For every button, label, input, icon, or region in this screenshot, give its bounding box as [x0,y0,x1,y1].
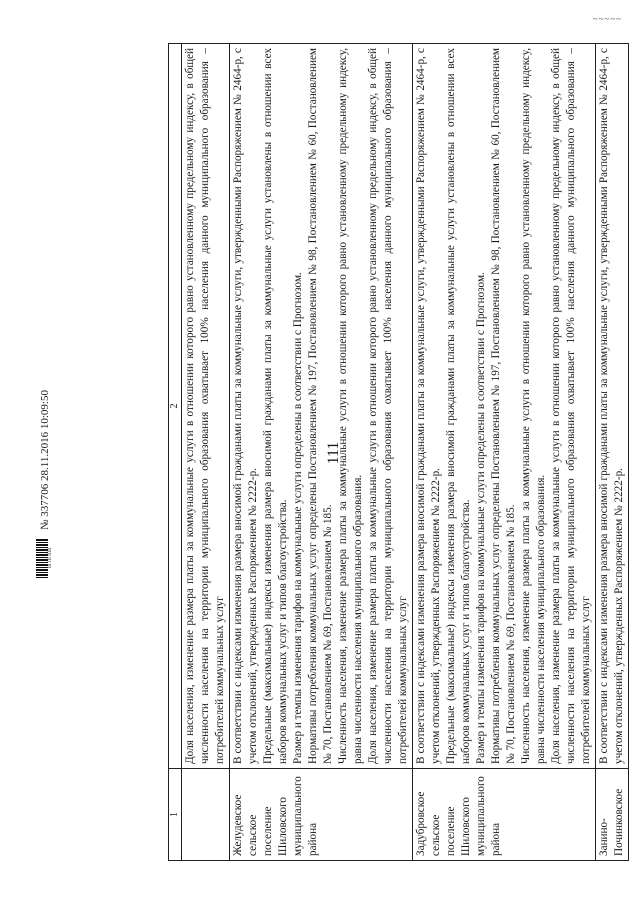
header-col-1: 1 [169,769,182,861]
header-col-2: 2 [169,44,182,769]
service-paragraph: Численность населения, изменение размера платы за коммунальные услуги в отношении которого равно установленному предельному индексу, равна численности населения муниципального образования. [520,48,547,764]
table-body [182,44,629,861]
service-paragraph: Численность населения, изменение размера платы за коммунальные услуги в отношении которого равно установленному предельному индексу, равна численности населения муниципального образования. [337,48,364,764]
service-paragraph: Доля населения, изменение размера платы за коммунальные услуги в отношении которого равно установленному предельному индексу, в общей численности населения на территории муниципального образования охватывает 100% населения данного муниципального образования – потребителей коммунальных услуг [184,48,226,764]
service-paragraph: Предельные (максимальные) индексы изменения размера вносимой гражданами платы за коммунальные услуги установлены в отношении всех наборов коммунальных услуг и типов благоустройства. [262,48,289,764]
page-number: 111 [325,441,342,465]
corner-mark: ~~~~~ [592,14,622,24]
service-paragraph: Доля населения, изменение размера платы за коммунальные услуги в отношении которого равно установленному предельному индексу, в общей численности населения на территории муниципального образования охватывает 100% населения данного муниципального образования – потребителей коммунальных услуг [550,48,592,764]
service-paragraph: Нормативы потребления коммунальных услуг определены Постановлением № 197, Постановлением № 98, Постановлением № 60, Постановлением № 70, Постановлением № 69, Постановлением № 185. [490,48,517,764]
barcode-text: III III IIIII [48,547,53,569]
service-description-cell [596,44,629,769]
table-row [596,44,629,861]
service-paragraph: В соответствии с индексами изменения размера вносимой гражданами платы за коммунальные услуги, утвержденными Распоряжением № 2464-р, с учетом отклонений, утвержденных Распоряжением № 2222-р. [598,48,625,764]
service-paragraph: В соответствии с индексами изменения размера вносимой гражданами платы за коммунальные услуги, утвержденными Распоряжением № 2464-р, с учетом отклонений, утвержденных Распоряжением № 2222-р. [415,48,442,764]
service-paragraph: Размер и темпы изменения тарифов на коммунальные услуги определены в соответствии с Прогнозом. [475,272,487,764]
tariff-table [168,43,629,861]
stamp-caption: № 337706 28.11.2016 10:09:50 [38,390,51,530]
rotated-table-frame [168,43,625,861]
municipality-cell: Задубровское сельское поселение Шиловского муниципального района [413,769,596,861]
service-description-cell [230,44,413,769]
service-paragraph: Нормативы потребления коммунальных услуг определены Постановлением № 197, Постановлением № 98, Постановлением № 60, Постановлением № 70, Постановлением № 69, Постановлением № 185. [307,48,334,764]
barcode-lines [36,538,48,578]
table-header-row [169,44,182,861]
barcode-icon [36,538,53,578]
service-description-cell [413,44,596,769]
municipality-cell: Занино-Починковское [596,769,629,861]
service-paragraph: В соответствии с индексами изменения размера вносимой гражданами платы за коммунальные услуги, утвержденными Распоряжением № 2464-р, с учетом отклонений, утвержденных Распоряжением № 2222-р. [232,48,259,764]
service-paragraph: Предельные (максимальные) индексы изменения размера вносимой гражданами платы за коммунальные услуги установлены в отношении всех наборов коммунальных услуг и типов благоустройства. [445,48,472,764]
table-row [230,44,413,861]
table-row [182,44,230,861]
registration-stamp [36,390,53,578]
municipality-cell [182,769,230,861]
table-row [413,44,596,861]
service-paragraph: Размер и темпы изменения тарифов на коммунальные услуги определены в соответствии с Прогнозом. [292,272,304,764]
municipality-cell: Желудевское сельское поселение Шиловского муниципального района [230,769,413,861]
service-paragraph: Доля населения, изменение размера платы за коммунальные услуги в отношении которого равно установленному предельному индексу, в общей численности населения на территории муниципального образования охватывает 100% населения данного муниципального образования – потребителей коммунальных услуг [367,48,409,764]
service-description-cell [182,44,230,769]
